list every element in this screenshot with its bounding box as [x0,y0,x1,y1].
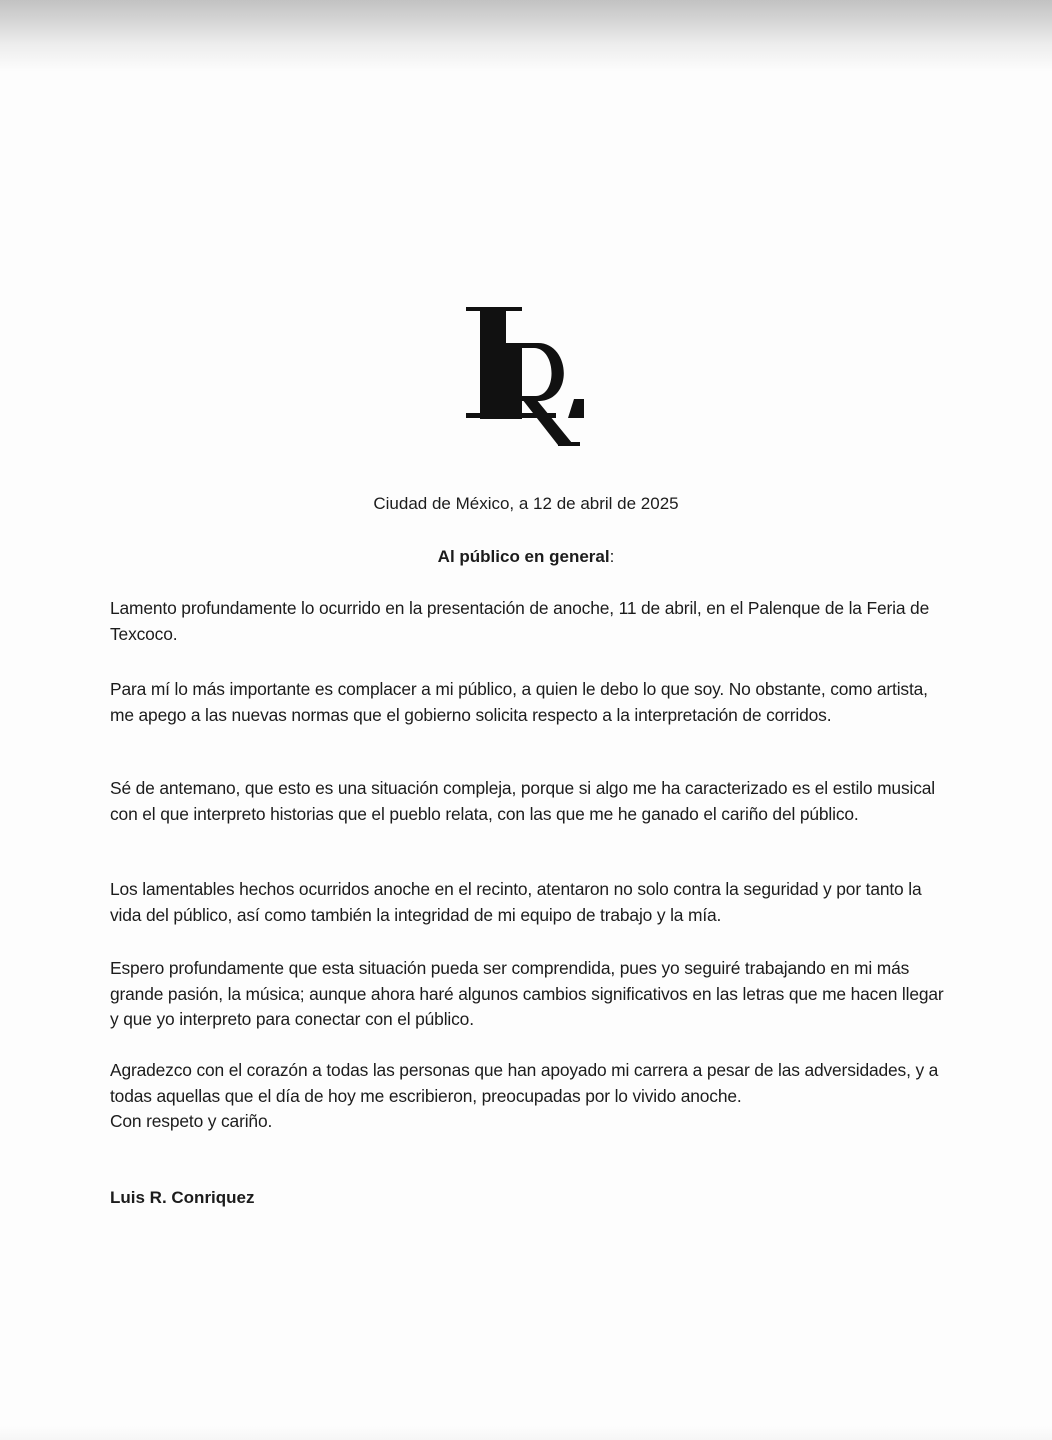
paragraph-6 [110,1058,950,1135]
paragraph-text: Lamento profundamente lo ocurrido en la presentación de anoche, 11 de abril, en el Palenque de la Feria de Texcoco. [110,598,930,644]
paragraph-5 [110,956,950,1033]
lr-monogram-logo-icon [462,303,586,449]
paragraph-text: Los lamentables hechos ocurridos anoche en el recinto, atentaron no solo contra la seguridad y por tanto la vida del público, así como también la integridad de mi equipo de trabajo y la mía. [110,879,922,925]
top-screen-shadow [0,0,1052,72]
salutation [0,547,1052,567]
paragraph-4 [110,877,950,928]
paragraph-text: Sé de antemano, que esto es una situación compleja, porque si algo me ha caracterizado es el estilo musical con el que interpreto historias que el pueblo relata, con las que me he ganado el cariño del público. [110,778,935,824]
paragraph-2 [110,677,950,728]
closing-line: Con respeto y cariño. [110,1111,273,1131]
paragraph-text: Espero profundamente que esta situación pueda ser comprendida, pues yo seguiré trabajando en mi más grande pasión, la música; aunque ahora haré algunos cambios significativos en las letras que me hacen llegar y que yo interpreto para conectar con el público. [110,958,944,1029]
date-line: Ciudad de México, a 12 de abril de 2025 [373,494,679,513]
salutation-text: Al público en general [437,547,610,566]
paragraph-3 [110,776,950,827]
salutation-colon: : [609,547,615,566]
paragraph-text: Agradezco con el corazón a todas las personas que han apoyado mi carrera a pesar de las adversidades, y a todas aquellas que el día de hoy me escribieron, preocupadas por lo vivido anoche. [110,1060,939,1106]
bottom-screen-shadow [0,1426,1052,1440]
paragraph-1 [110,596,950,647]
paragraph-text: Para mí lo más importante es complacer a mi público, a quien le debo lo que soy. No obstante, como artista, me apego a las nuevas normas que el gobierno solicita respecto a la interpretación de corridos. [110,679,928,725]
signature: Luis R. Conriquez [110,1188,255,1207]
